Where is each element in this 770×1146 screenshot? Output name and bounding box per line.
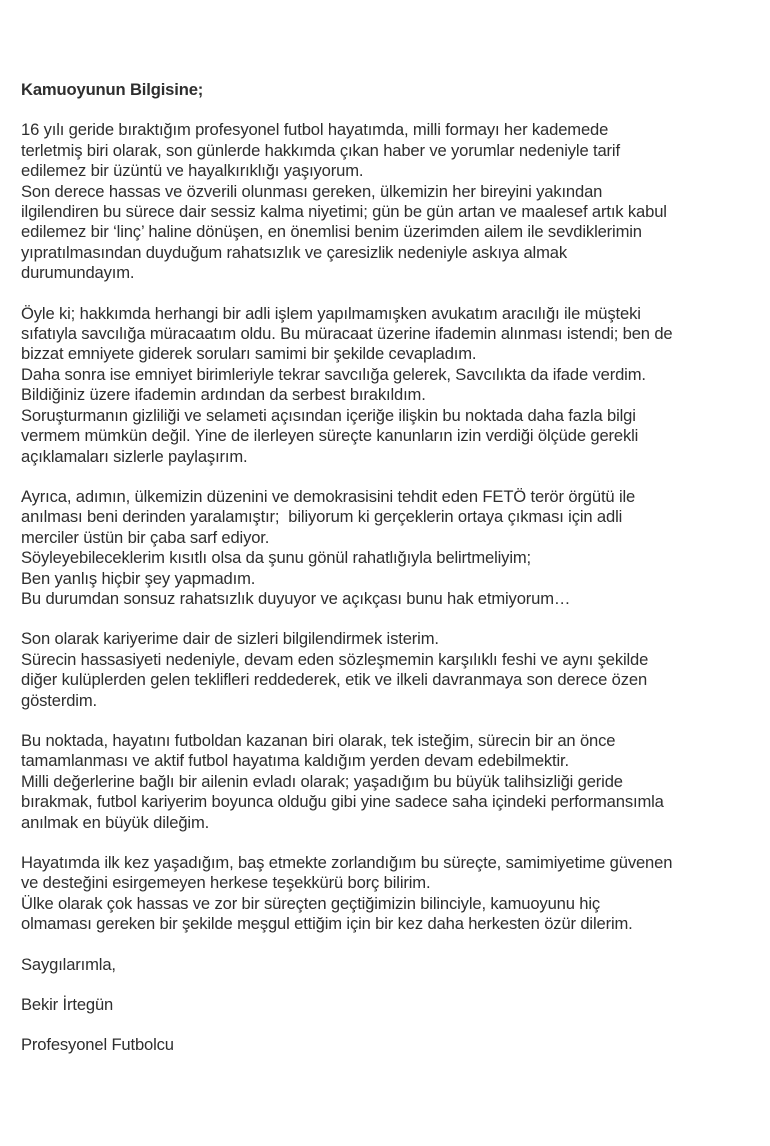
text-line: Milli değerlerine bağlı bir ailenin evladı olarak; yaşadığım bu büyük talihsizliği geride bbox=[21, 771, 623, 791]
text-line: durumundayım. bbox=[21, 263, 135, 283]
text-line: 16 yılı geride bıraktığım profesyonel futbol hayatımda, milli formayı her kademede bbox=[21, 120, 609, 140]
text-line: yıpratılmasından duyduğum rahatsızlık ve çaresizlik nedeniyle askıya almak bbox=[21, 242, 567, 262]
text-line: Bu noktada, hayatını futboldan kazanan biri olarak, tek isteğim, sürecin bir an önce bbox=[21, 730, 616, 750]
signature-name: Bekir İrtegün bbox=[21, 995, 114, 1015]
press-statement bbox=[21, 80, 761, 1076]
text-line: Hayatımda ilk kez yaşadığım, baş etmekte zorlandığım bu süreçte, samimiyetime güvenen bbox=[21, 853, 673, 872]
paragraph-3 bbox=[21, 487, 761, 609]
paragraph-4 bbox=[21, 629, 761, 711]
text-line: Bu durumdan sonsuz rahatsızlık duyuyor ve açıkçası bunu hak etmiyorum… bbox=[21, 588, 571, 608]
text-line: bırakmak, futbol kariyerim boyunca olduğu gibi yine sadece saha içindeki performansımla bbox=[21, 792, 664, 812]
signature-role: Profesyonel Futbolcu bbox=[21, 1035, 174, 1055]
text-line: merciler üstün bir çaba sarf ediyor. bbox=[21, 527, 270, 547]
text-line: açıklamaları sizlerle paylaşırım. bbox=[21, 446, 248, 466]
text-line: gösterdim. bbox=[21, 690, 97, 710]
text-line: Daha sonra ise emniyet birimleriyle tekrar savcılığa gelerek, Savcılıkta da ifade verdim. bbox=[21, 364, 646, 384]
text-line: vermem mümkün değil. Yine de ilerleyen süreçte kanunların izin verdiği ölçüde gerekli bbox=[21, 426, 639, 446]
paragraph-5 bbox=[21, 731, 761, 833]
text-line: anılmak en büyük dileğim. bbox=[21, 812, 210, 832]
paragraph-2 bbox=[21, 304, 761, 467]
text-line: ilgilendiren bu sürece dair sessiz kalma niyetimi; gün be gün artan ve maalesef artık kabul bbox=[21, 202, 667, 222]
text-line: Bildiğiniz üzere ifademin ardından da serbest bırakıldım. bbox=[21, 385, 426, 405]
text-line: Son olarak kariyerime dair de sizleri bilgilendirmek isterim. bbox=[21, 629, 439, 649]
text-line: tamamlanması ve aktif futbol hayatıma kaldığım yerden devam edebilmektir. bbox=[21, 751, 569, 771]
text-line: Son derece hassas ve özverili olunması gereken, ülkemizin her bireyini yakından bbox=[21, 181, 603, 201]
text-line: anılması beni derinden yaralamıştır; biliyorum ki gerçeklerin ortaya çıkması için adli bbox=[21, 507, 623, 527]
text-line: terletmiş biri olarak, son günlerde hakkımda çıkan haber ve yorumlar nedeniyle tarif bbox=[21, 140, 620, 160]
statement-title: Kamuoyunun Bilgisine; bbox=[21, 80, 204, 99]
text-line: olmaması gereken bir şekilde meşgul ettiğim için bir kez daha herkesten özür dilerim. bbox=[21, 914, 633, 934]
text-line: diğer kulüplerden gelen teklifleri reddederek, etik ve ilkeli davranmaya son derece özen bbox=[21, 670, 648, 690]
text-line: Ben yanlış hiçbir şey yapmadım. bbox=[21, 568, 256, 588]
text-line: sıfatıyla savcılığa müracaatım oldu. Bu müracaat üzerine ifademin alınması istendi; ben de bbox=[21, 324, 673, 344]
closing-salutation: Saygılarımla, bbox=[21, 954, 116, 974]
text-line: Ülke olarak çok hassas ve zor bir süreçten geçtiğimizin bilinciyle, kamuoyunu hiç bbox=[21, 893, 601, 913]
text-line: Öyle ki; hakkımda herhangi bir adli işlem yapılmamışken avukatım aracılığı ile müşteki bbox=[21, 303, 641, 323]
text-line: edilemez bir ‘linç’ haline dönüşen, en önemlisi benim üzerimden ailem ile sevdiklerimin bbox=[21, 222, 642, 242]
text-line: ve desteğini esirgemeyen herkese teşekkürü borç bilirim. bbox=[21, 873, 431, 893]
text-line: edilemez bir üzüntü ve hayalkırıklığı yaşıyorum. bbox=[21, 161, 364, 181]
text-line: Söyleyebileceklerim kısıtlı olsa da şunu gönül rahatlığıyla belirtmeliyim; bbox=[21, 548, 531, 568]
paragraph-6 bbox=[21, 853, 761, 935]
text-line: Ayrıca, adımın, ülkemizin düzenini ve demokrasisini tehdit eden FETÖ terör örgütü ile bbox=[21, 486, 636, 506]
text-line: bizzat emniyete giderek soruları samimi bir şekilde cevapladım. bbox=[21, 344, 477, 364]
text-line: Sürecin hassasiyeti nedeniyle, devam eden sözleşmemin karşılıklı feshi ve aynı şekilde bbox=[21, 649, 649, 669]
paragraph-1 bbox=[21, 120, 761, 283]
text-line: Soruşturmanın gizliliği ve selameti açısından içeriğe ilişkin bu noktada daha fazla bilgi bbox=[21, 405, 636, 425]
